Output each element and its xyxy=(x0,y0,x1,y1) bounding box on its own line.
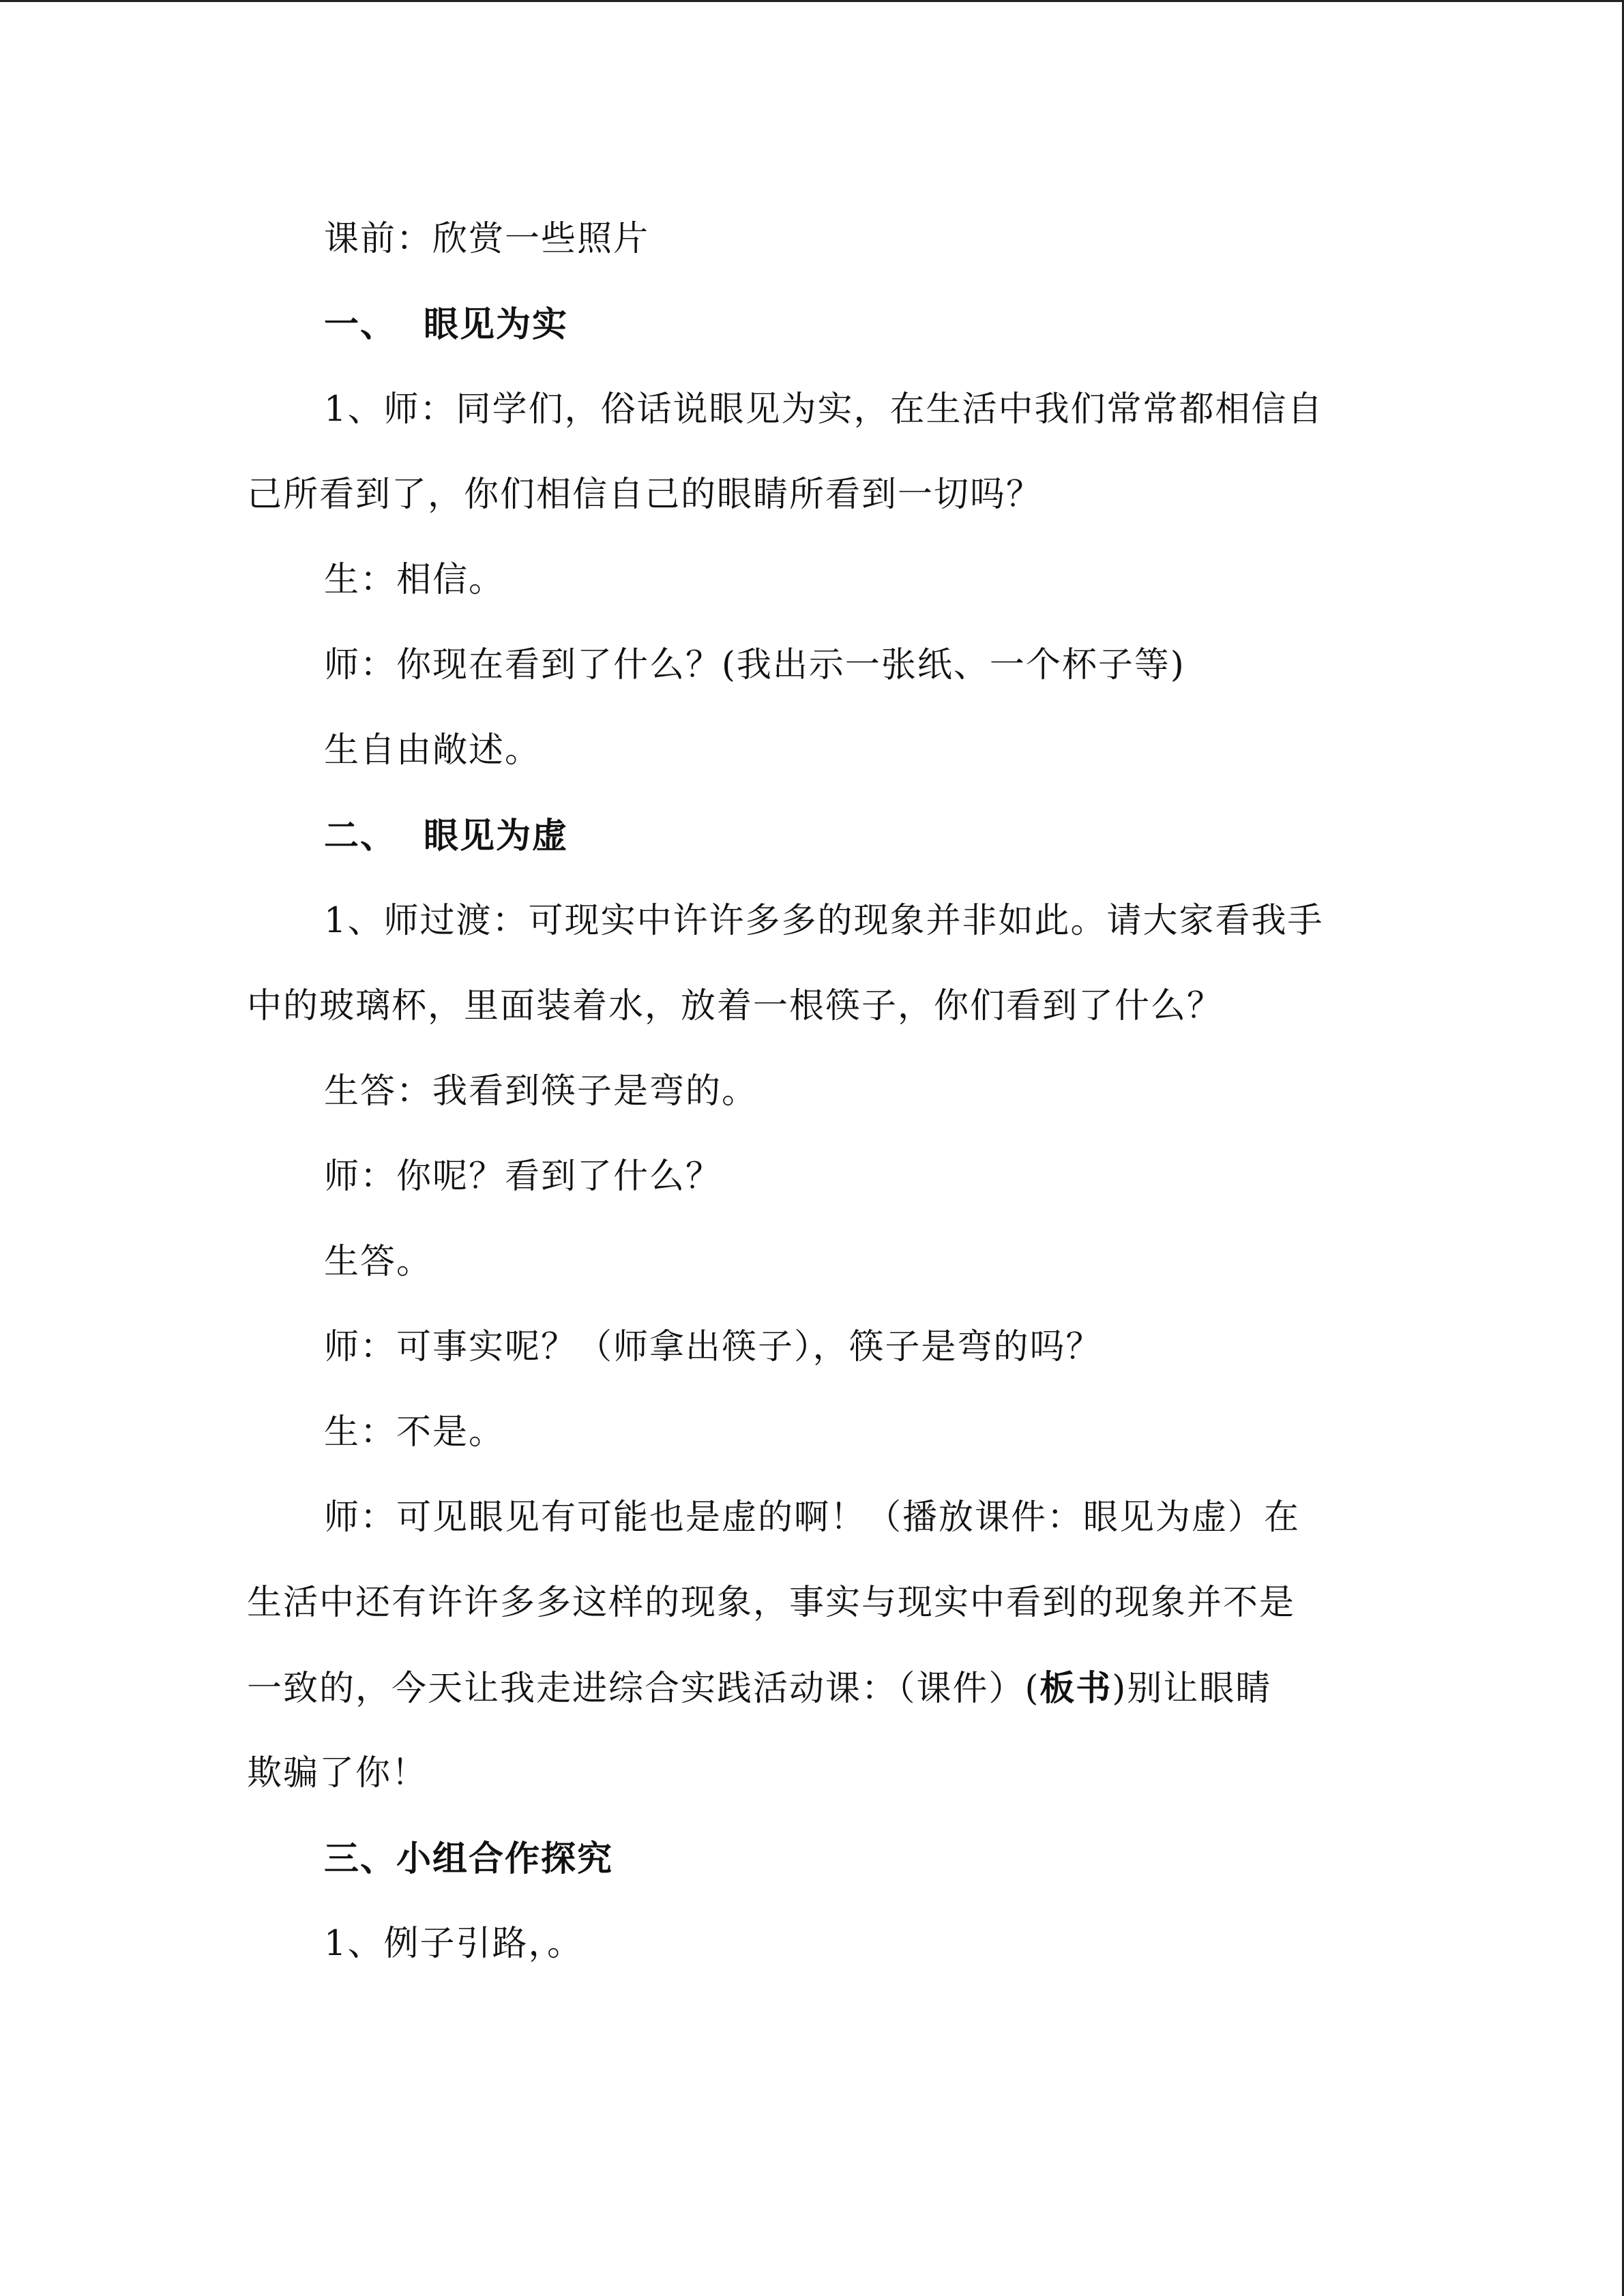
paragraph-line: 师：可见眼见有可能也是虚的啊！（播放课件：眼见为虚）在 xyxy=(324,1497,1301,1538)
paragraph-line: 生答。 xyxy=(324,1242,433,1282)
paragraph-line: 欺骗了你！ xyxy=(247,1753,428,1793)
text-run: 一致的，今天让我走进综合实践活动课：（课件）( xyxy=(247,1669,1040,1709)
section-heading-1 xyxy=(324,303,568,346)
paragraph-line: 生自由敞述。 xyxy=(324,730,542,771)
paragraph-line: 中的玻璃杯，里面装着水，放着一根筷子，你们看到了什么？ xyxy=(247,986,1224,1026)
paragraph-line: 师：你现在看到了什么？(我出示一张纸、一个杯子等) xyxy=(324,645,1185,685)
paragraph-line: 师：你呢？看到了什么？ xyxy=(324,1157,722,1197)
board-writing-label: 板书 xyxy=(1039,1668,1112,1709)
paragraph-line xyxy=(247,1667,1271,1710)
section-number: 一、 xyxy=(324,304,397,345)
paragraph-line: 1、师：同学们，俗话说眼见为实，在生活中我们常常都相信自 xyxy=(324,389,1324,430)
section-title: 眼见为虚 xyxy=(424,816,569,856)
text-run: )别让眼睛 xyxy=(1112,1669,1272,1709)
paragraph-line: 生活中还有许许多多这样的现象，事实与现实中看到的现象并不是 xyxy=(247,1583,1296,1623)
paragraph-line: 1、例子引路，。 xyxy=(324,1924,583,1964)
pre-class-line: 课前：欣赏一些照片 xyxy=(324,219,650,259)
paragraph-line: 生答：我看到筷子是弯的。 xyxy=(324,1071,758,1112)
paragraph-line: 1、师过渡：可现实中许许多多的现象并非如此。请大家看我手 xyxy=(324,901,1324,941)
section-number: 二、 xyxy=(324,816,397,856)
section-heading-3: 三、小组合作探究 xyxy=(324,1838,614,1879)
paragraph-line: 己所看到了，你们相信自己的眼睛所看到一切吗？ xyxy=(247,475,1043,515)
paragraph-line: 师：可事实呢？（师拿出筷子），筷子是弯的吗？ xyxy=(324,1327,1102,1367)
section-heading-2 xyxy=(324,815,568,857)
section-title: 眼见为实 xyxy=(424,304,569,345)
paragraph-line: 生：相信。 xyxy=(324,560,505,600)
paragraph-line: 生：不是。 xyxy=(324,1412,505,1452)
